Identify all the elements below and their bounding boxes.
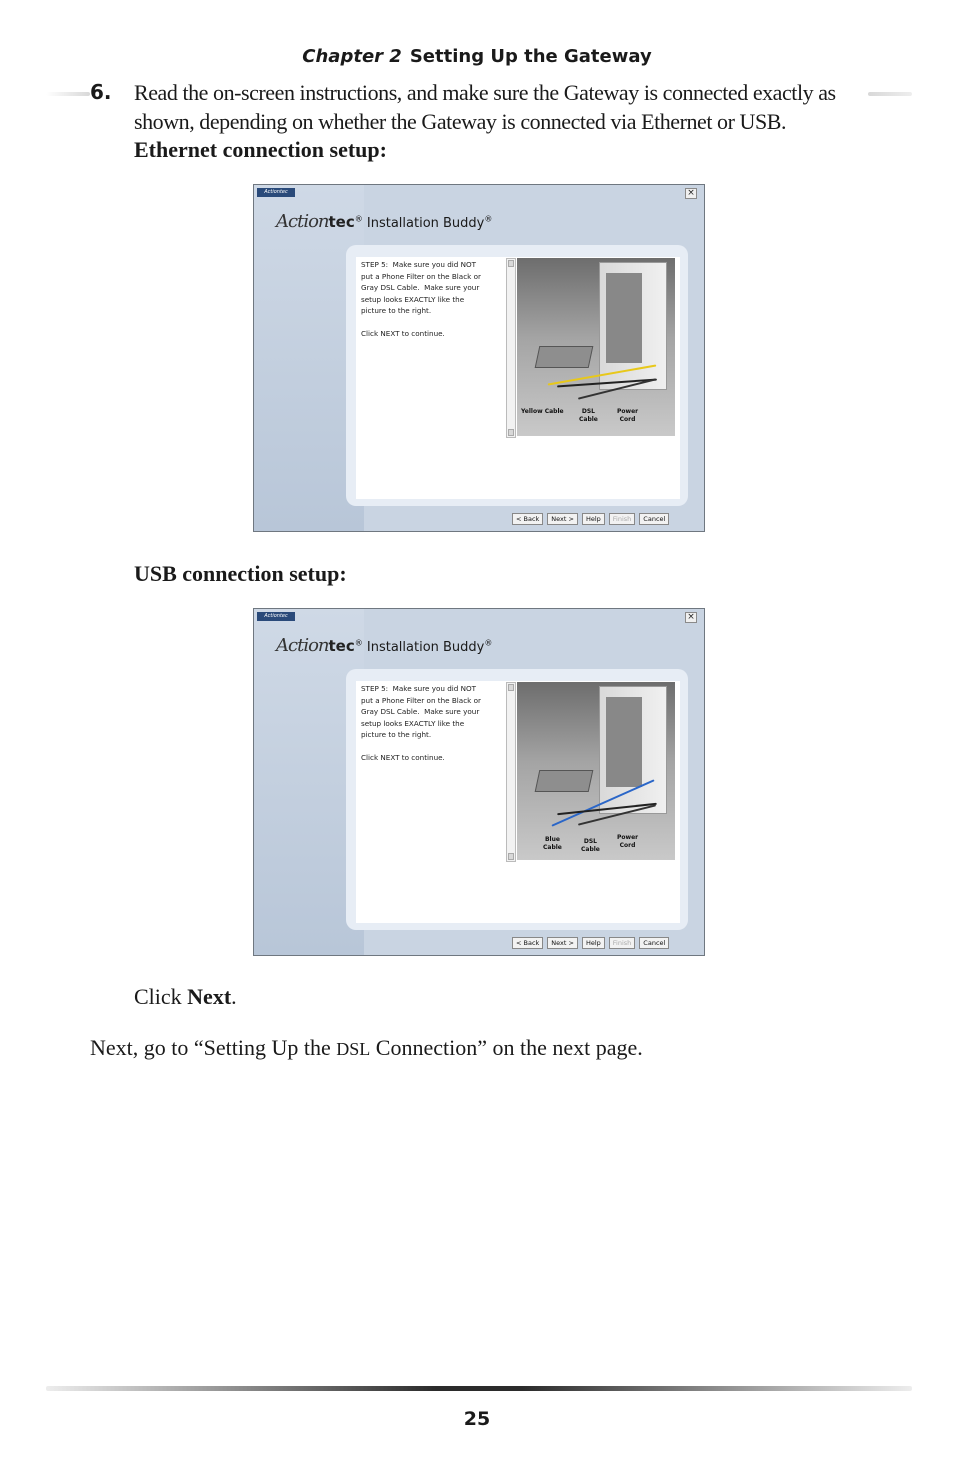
step-number: 6.	[90, 80, 112, 104]
click-next-bold: Next	[187, 984, 232, 1009]
finish-button[interactable]: Finish	[609, 937, 636, 949]
step-text: Read the on-screen instructions, and make sure the Gateway is connected exactly as shown, depending on whether the Gateway is connected via Ethernet or USB.	[134, 80, 836, 134]
header-rule-right	[868, 92, 912, 96]
scrollbar[interactable]	[506, 682, 516, 862]
next-section-instruction	[90, 1035, 643, 1061]
page-number: 25	[463, 1408, 491, 1430]
help-button[interactable]: Help	[582, 937, 605, 949]
click-suffix: .	[231, 984, 237, 1009]
gateway-device	[535, 770, 594, 792]
scroll-down-icon[interactable]	[508, 429, 514, 436]
registered-mark: ®	[354, 214, 363, 224]
close-icon[interactable]: ×	[685, 612, 697, 623]
brand-title	[276, 211, 492, 232]
scroll-down-icon[interactable]	[508, 853, 514, 860]
photo-label-1: Blue Cable	[543, 836, 562, 851]
tower-back-panel	[606, 697, 642, 787]
scroll-up-icon[interactable]	[508, 684, 514, 691]
registered-mark: ®	[354, 638, 363, 648]
usb-heading: USB connection setup:	[134, 561, 347, 586]
product-name: Installation Buddy	[362, 640, 485, 655]
photo-label-3: Power Cord	[617, 408, 639, 423]
footer-rule	[46, 1386, 912, 1391]
registered-mark: ®	[484, 214, 493, 224]
chapter-header	[0, 46, 954, 67]
photo-label-2: DSL Cable	[581, 838, 600, 853]
actiontec-logo-tec: tec	[328, 213, 355, 231]
connection-photo	[517, 682, 675, 860]
registered-mark: ®	[484, 638, 493, 648]
scroll-up-icon[interactable]	[508, 260, 514, 267]
help-button[interactable]: Help	[582, 513, 605, 525]
finish-button[interactable]: Finish	[609, 513, 636, 525]
back-button[interactable]: < Back	[512, 513, 543, 525]
connection-photo	[517, 258, 675, 436]
titlebar-logo: Actiontec	[257, 612, 295, 621]
computer-tower	[599, 262, 667, 390]
photo-label-3: Power Cord	[617, 834, 639, 849]
next-button[interactable]: Next >	[547, 937, 578, 949]
actiontec-logo-tec: tec	[328, 637, 355, 655]
usb-setup-screenshot	[253, 608, 705, 956]
titlebar-logo: Actiontec	[257, 188, 295, 197]
gateway-device	[535, 346, 594, 368]
ethernet-setup-screenshot	[253, 184, 705, 532]
ethernet-heading: Ethernet connection setup:	[134, 137, 387, 162]
instructions-text: STEP 5: Make sure you did NOT put a Phone Filter on the Black or Gray DSL Cable. Make sure your setup looks EXACTLY like the picture to the right. Click NEXT to continue.	[361, 684, 481, 762]
back-button[interactable]: < Back	[512, 937, 543, 949]
cancel-button[interactable]: Cancel	[639, 937, 669, 949]
dsl-abbrev: DSL	[336, 1039, 371, 1059]
dialog-buttons	[512, 937, 669, 949]
next-prefix: Next, go to “Setting Up the	[90, 1035, 337, 1060]
click-prefix: Click	[134, 984, 188, 1009]
computer-tower	[599, 686, 667, 814]
brand-title	[276, 635, 492, 656]
tower-back-panel	[606, 273, 642, 363]
product-name: Installation Buddy	[362, 216, 485, 231]
cancel-button[interactable]: Cancel	[639, 513, 669, 525]
photo-label-1: Yellow Cable	[521, 408, 564, 415]
actiontec-logo: Action	[276, 211, 329, 232]
next-button[interactable]: Next >	[547, 513, 578, 525]
chapter-title: Setting Up the Gateway	[409, 46, 652, 67]
instructions-text: STEP 5: Make sure you did NOT put a Phone Filter on the Black or Gray DSL Cable. Make sure your setup looks EXACTLY like the picture to the right. Click NEXT to continue.	[361, 260, 481, 338]
chapter-number: Chapter 2	[302, 46, 402, 67]
photo-label-2: DSL Cable	[579, 408, 598, 423]
header-rule-left	[46, 92, 90, 96]
actiontec-logo: Action	[276, 635, 329, 656]
click-next-instruction	[134, 984, 237, 1010]
next-suffix: Connection” on the next page.	[370, 1035, 643, 1060]
scrollbar[interactable]	[506, 258, 516, 438]
dialog-buttons	[512, 513, 669, 525]
close-icon[interactable]: ×	[685, 188, 697, 199]
